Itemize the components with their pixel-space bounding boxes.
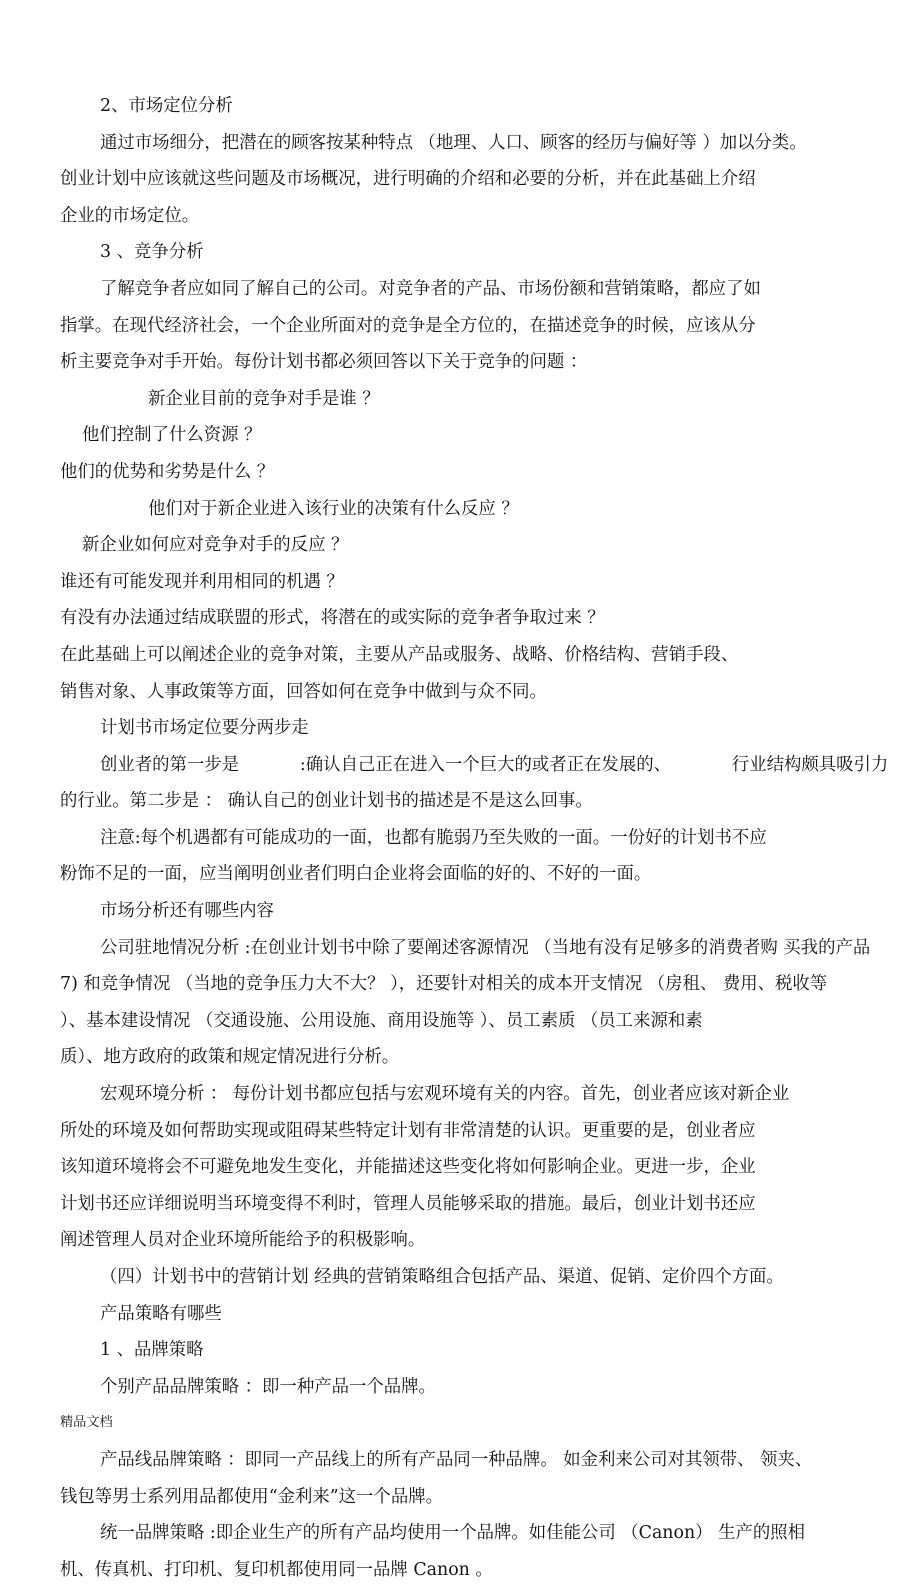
- document-line: 新企业目前的竞争对手是谁 ？: [148, 388, 380, 409]
- document-line: 计划书还应详细说明当环境变得不利时，管理人员能够采取的措施。最后，创业计划书还应: [60, 1193, 756, 1214]
- document-line: 企业的市场定位。: [60, 205, 200, 226]
- document-line: 有没有办法通过结成联盟的形式，将潜在的或实际的竞争者争取过来 ？: [60, 608, 605, 629]
- document-line: 他们控制了什么资源 ？: [82, 425, 262, 446]
- document-line: 注意:每个机遇都有可能成功的一面，也都有脆弱乃至失败的一面。一份好的计划书不应: [100, 827, 767, 848]
- document-line: 3 、竞争分析: [100, 242, 204, 263]
- document-line: 钱包等男士系列用品都使用“金利来”这一个品牌。: [60, 1486, 443, 1507]
- document-line: 计划书市场定位要分两步走: [100, 718, 309, 739]
- document-line: 指掌。在现代经济社会，一个企业所面对的竞争是全方位的，在描述竞争的时候，应该从分: [60, 315, 756, 336]
- document-line: 1 、品牌策略: [100, 1340, 204, 1361]
- document-line: 通过市场细分，把潜在的顾客按某种特点 （地理、人口、顾客的经历与偏好等 ）加以分类。: [100, 132, 807, 153]
- watermark-line: 精品文档: [60, 1415, 113, 1431]
- document-text-body: [60, 88, 888, 1588]
- document-line: 在此基础上可以阐述企业的竞争对策，主要从产品或服务、战略、价格结构、营销手段、: [60, 644, 739, 665]
- document-line: 新企业如何应对竞争对手的反应 ？: [82, 535, 349, 556]
- document-line: 7) 和竞争情况 （当地的竞争压力大不大？ ），还要针对相关的成本开支情况 （房租、 费用、税收等: [60, 974, 828, 995]
- document-line: 2、市场定位分析: [100, 96, 233, 116]
- document-line: 市场分析还有哪些内容: [100, 901, 274, 922]
- document-line: 创业计划中应该就这些问题及市场概况，进行明确的介绍和必要的分析，并在此基础上介绍: [60, 169, 756, 190]
- document-line: 该知道环境将会不可避免地发生变化，并能描述这些变化将如何影响企业。更进一步，企业: [60, 1157, 756, 1178]
- document-line: 粉饰不足的一面，应当阐明创业者们明白企业将会面临的好的、不好的一面。: [60, 864, 652, 885]
- document-line: ）、基本建设情况 （交通设施、公用设施、商用设施等 ）、员工素质 （员工来源和素: [60, 1010, 703, 1031]
- document-line: 谁还有可能发现并利用相同的机遇 ？: [60, 571, 344, 592]
- document-line: 产品线品牌策略 ：即同一产品线上的所有产品同一种品牌。 如金利来公司对其领带、 领夹、: [100, 1449, 813, 1470]
- document-line: 公司驻地情况分析 :在创业计划书中除了要阐述客源情况 （当地有没有足够多的消费者购 买我的产品: [100, 937, 871, 958]
- document-line: 析主要竞争对手开始。每份计划书都必须回答以下关于竞争的问题 ：: [60, 352, 588, 373]
- document-line: 个别产品品牌策略 ：即一种产品一个品牌。: [100, 1376, 436, 1397]
- document-line: 统一品牌策略 :即企业生产的所有产品均使用一个品牌。如佳能公司 （Canon） 生产的照相: [100, 1523, 806, 1544]
- document-line: 他们的优势和劣势是什么 ？: [60, 461, 275, 482]
- document-line: 所处的环境及如何帮助实现或阻碍某些特定计划有非常清楚的认识。更重要的是，创业者应: [60, 1120, 756, 1141]
- document-line: 产品策略有哪些: [100, 1303, 222, 1324]
- document-line: 宏观环境分析 ： 每份计划书都应包括与宏观环境有关的内容。首先，创业者应该对新企业: [100, 1084, 790, 1105]
- document-line: 的行业。第二步是 ： 确认自己的创业计划书的描述是不是这么回事。: [60, 791, 593, 812]
- document-line: （四）计划书中的营销计划 经典的营销策略组合包括产品、渠道、促销、定价四个方面。: [100, 1267, 784, 1287]
- document-line: 他们对于新企业进入该行业的决策有什么反应 ？: [148, 498, 519, 519]
- document-line: 销售对象、人事政策等方面，回答如何在竞争中做到与众不同。: [60, 681, 547, 702]
- document-line: 机、传真机、打印机、复印机都使用同一品牌 Canon 。: [60, 1559, 493, 1580]
- document-line: 创业者的第一步是 :确认自己正在进入一个巨大的或者正在发展的、 行业结构颇具吸引力: [100, 754, 889, 775]
- document-line: 阐述管理人员对企业环境所能给予的积极影响。: [60, 1230, 426, 1251]
- document-line: 质）、地方政府的政策和规定情况进行分析。: [60, 1047, 400, 1068]
- document-line: 了解竞争者应如同了解自己的公司。对竞争者的产品、市场份额和营销策略，都应了如: [100, 278, 761, 299]
